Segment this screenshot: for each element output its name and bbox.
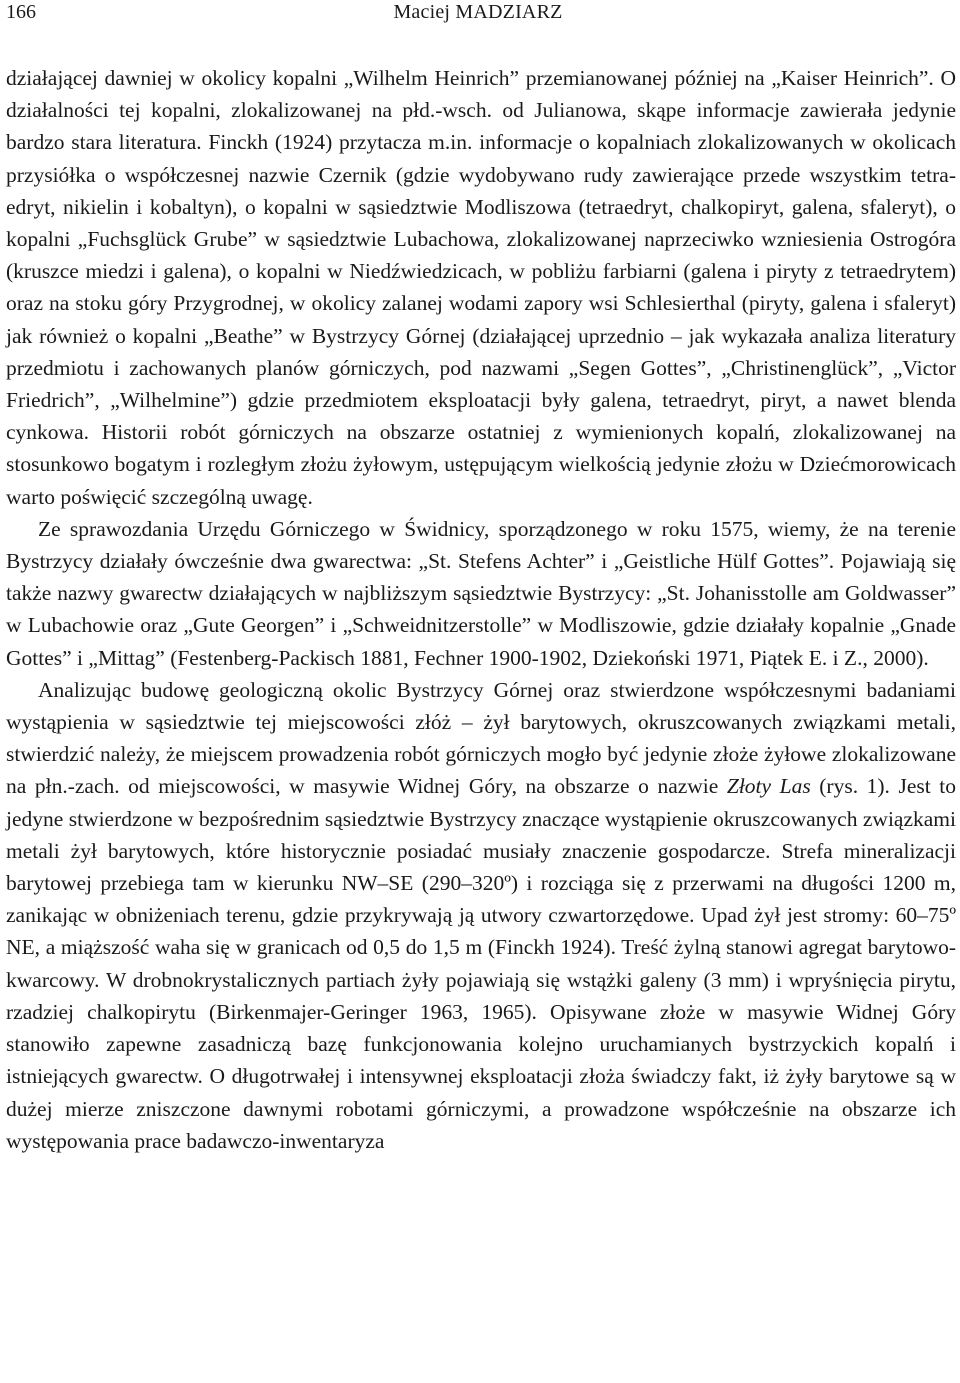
paragraph-text: działającej dawniej w okolicy kopalni „Wilhelm Heinrich” przemianowanej później na „Kaiser Heinrich”. O działalności tej kopalni, zlokalizowanej na płd.-wsch. od Julianowa, skąpe informacje zawierała jedynie bardzo stara literatura. Finckh (1924) przytacza m.in. informacje o kopalniach zlokalizowanych w okolicach przysiółka o współczesnej nazwie Czernik (gdzie wydobywano rudy zawierające przede wszystkim tetraedryt, nikielin i kobaltyn), o kopalni w sąsiedztwie Modliszowa (tetraedryt, chalkopiryt, galena, sfaleryt), o kopalni „Fuchsglück Grube” w sąsiedztwie Lubachowa, zlokalizowanej naprzeciwko wzniesienia Ostrogóra (kruszce miedzi i galena), o kopalni w Niedźwiedzicach, w pobliżu farbiarni (galena i piryty z tetraedrytem) oraz na stoku góry Przygrodnej, w okolicy zalanej wodami zapory wsi Schlesierthal (piryty, galena i sfaleryt) jak również o kopalni „Beathe” w Bystrzycy Górnej (działającej uprzednio – jak wykazała analiza literatury przedmiotu i zachowanych planów górniczych, pod nazwami „Segen Gottes”, „Christinenglück”, „Victor Friedrich”, „Wilhelmine”) gdzie przedmiotem eksploatacji były galena, tetraedryt, piryt, a nawet blenda cynkowa. Historii robót górniczych na obszarze ostatniej z wymienionych kopalń, zlokalizowanej na stosunkowo bogatym i rozległym złożu żyłowym, ustępującym wielkością jedynie złożu w Dziećmorowicach warto poświęcić szczególną uwagę. bbox=[6, 66, 956, 509]
paragraph-text: (rys. 1). Jest to jedyne stwierdzone w bezpośrednim sąsiedztwie Bystrzycy znaczące wystąpienie okruszcowanych związkami metali żył barytowych, które historycznie posiadać musiały znaczenie gospodarcze. Strefa mineralizacji barytowej przebiega tam w kierunku NW–SE (290–320º) i rozciąga się z przerwami na długości 1200 m, zanikając w obniżeniach terenu, gdzie przykrywają ją utwory czwartorzędowe. Upad żył jest stromy: 60–75º NE, a miąższość waha się w granicach od 0,5 do 1,5 m (Finckh 1924). Treść żylną stanowi agregat barytowo-kwarcowy. W drobnokrystalicznych partiach żyły pojawiają się wstążki galeny (3 mm) i wpryśnięcia pirytu, rzadziej chalkopirytu (Birkenmajer-Geringer 1963, 1965). Opisywane złoże w masywie Widnej Góry stanowiło zapewne zasadniczą bazę funkcjonowania kolejno uruchamianych bystrzyckich kopalń i istniejących gwarectw. O długotrwałej i intensywnej eksploatacji złoża świadczy fakt, iż żyły barytowe są w dużej mierze zniszczone dawnymi robotami górniczymi, a prowadzone współcześnie na obszarze ich występowania prace badawczo-inwentaryza bbox=[6, 774, 956, 1153]
body-text bbox=[6, 62, 956, 1157]
running-header bbox=[6, 0, 950, 28]
paragraph-3 bbox=[6, 674, 956, 1157]
paragraph-2 bbox=[6, 513, 956, 674]
paragraph-text: Ze sprawozdania Urzędu Górniczego w Świdnicy, sporządzonego w roku 1575, wiemy, że na terenie Bystrzycy działały ówcześnie dwa gwarectwa: „St. Stefens Achter” i „Geistliche Hülf Gottes”. Pojawiają się także nazwy gwarectw działających w najbliższym sąsiedztwie Bystrzycy: „St. Johanisstolle am Goldwasser” w Lubachowie oraz „Gute Georgen” i „Schweidnitzerstolle” w Modliszowie, gdzie działały kopalnie „Gnade Gottes” i „Mittag” (Festenberg-Packisch 1881, Fechner 1900-1902, Dziekoński 1971, Piątek E. i Z., 2000). bbox=[6, 516, 956, 670]
paragraph-text: Analizując budowę geologiczną okolic Bystrzycy Górnej oraz stwierdzone współczesnymi badaniami wystąpienia w sąsiedztwie tej miejscowości złóż – żył barytowych, okruszcowanych związkami metali, stwierdzić należy, że miejscem prowadzenia robót górniczych mogło być jedynie złoże żyłowe zlokalizowane na płn.-zach. od miejscowości, w masywie Widnej Góry, na obszarze o nazwie bbox=[6, 677, 956, 799]
page-number: 166 bbox=[6, 1, 36, 23]
running-author: Maciej MADZIARZ bbox=[393, 1, 563, 23]
italic-place-name: Złoty Las bbox=[726, 774, 811, 799]
paragraph-1 bbox=[6, 62, 956, 513]
